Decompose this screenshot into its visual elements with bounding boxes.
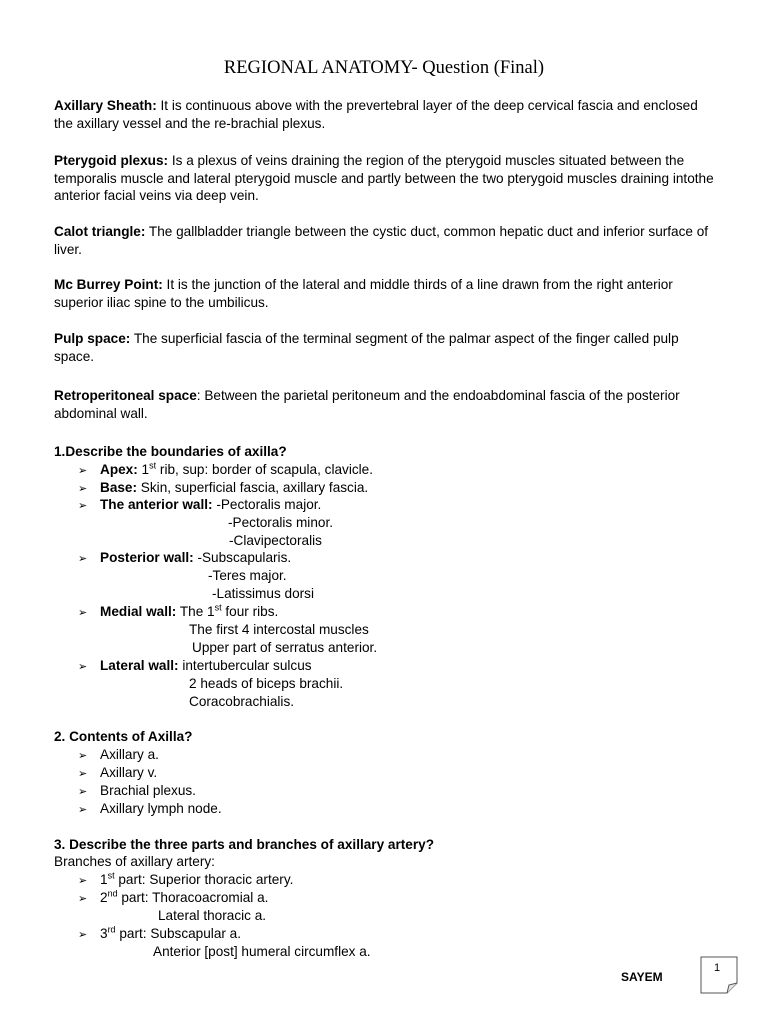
definition-term: Axillary Sheath: [54,98,157,113]
definition-text: It is the junction of the lateral and middle thirds of a line drawn from the right anterior superior iliac spine to the umbilicus. [54,277,673,310]
list-item-part-2 [78,889,268,909]
definition-term: Pterygoid plexus: [54,153,169,168]
definition-axillary-sheath [54,97,714,132]
definition-text: Is a plexus of veins draining the region of the pterygoid muscles situated between the temporalis muscle and lateral pterygoid muscle and partly between the two pterygoid muscles draining intothe anterior facial veins via deep vein. [54,153,714,203]
item-label: Lateral wall: [100,658,179,673]
medial-wall-line-2: The first 4 intercostal muscles [189,622,369,637]
list-item-medial-wall [78,603,278,623]
lateral-wall-line-3: Coracobrachialis. [189,694,295,709]
lateral-wall-line-2: 2 heads of biceps brachii. [189,676,344,691]
definition-pterygoid-plexus [54,152,714,205]
list-item [78,764,157,784]
item-label: Medial wall: [100,604,177,619]
item-text: 3 [100,926,108,941]
anterior-wall-line-3: -Clavipectoralis [229,533,322,548]
bullet-arrow-icon: ➢ [78,500,88,512]
list-item-apex [78,461,373,481]
footer-author: SAYEM [621,970,663,984]
definition-text: It is continuous above with the prevertebral layer of the deep cervical fascia and enclosed the axillary vessel and the re-brachial plexus. [54,98,698,131]
bullet-arrow-icon: ➢ [78,483,88,495]
bullet-arrow-icon: ➢ [78,465,88,477]
question-1-heading: 1.Describe the boundaries of axilla? [54,444,287,459]
definition-pulp-space [54,330,714,365]
list-item [78,800,222,820]
question-3-intro: Branches of axillary artery: [54,854,215,869]
item-label: The anterior wall: [100,497,213,512]
superscript: rd [107,924,116,935]
list-item-posterior-wall [78,549,291,569]
bullet-arrow-icon: ➢ [78,607,88,619]
definition-term: Retroperitoneal space [54,388,197,403]
definition-term: Calot triangle: [54,224,146,239]
item-text: -Subscapularis. [193,550,292,565]
bullet-arrow-icon: ➢ [78,768,88,780]
item-label: Base: [100,480,138,495]
definition-mc-burrey-point [54,276,714,311]
definition-retroperitoneal-space [54,387,714,422]
item-text: The 1 [176,604,215,619]
bullet-arrow-icon: ➢ [78,750,88,762]
question-3-heading: 3. Describe the three parts and branches of axillary artery? [54,837,435,852]
bullet-arrow-icon: ➢ [78,661,88,673]
list-item-anterior-wall [78,496,321,516]
part-2-line-2: Lateral thoracic a. [158,908,267,923]
posterior-wall-line-2: -Teres major. [208,568,287,583]
bullet-arrow-icon: ➢ [78,929,88,941]
bullet-arrow-icon: ➢ [78,553,88,565]
superscript: st [107,870,115,881]
bullet-arrow-icon: ➢ [78,893,88,905]
bullet-arrow-icon: ➢ [78,786,88,798]
definition-text: The superficial fascia of the terminal segment of the palmar aspect of the finger called pulp space. [54,331,679,364]
item-text: Skin, superficial fascia, axillary fascia. [137,480,369,495]
definition-text: : Between the parietal peritoneum and the endoabdominal fascia of the posterior abdominal wall. [54,388,680,421]
list-item-part-3 [78,925,241,945]
item-text: Axillary lymph node. [100,801,222,816]
item-label: Posterior wall: [100,550,194,565]
item-text: -Pectoralis major. [212,497,322,512]
anterior-wall-line-2: -Pectoralis minor. [228,515,334,530]
item-text: 1 [137,462,150,477]
definition-term: Mc Burrey Point: [54,277,163,292]
list-item [78,782,196,802]
item-text: 1 [100,872,108,887]
definition-term: Pulp space: [54,331,131,346]
superscript: nd [107,888,118,899]
item-text: Brachial plexus. [100,783,196,798]
item-label: Apex: [100,462,138,477]
page-number: 1 [714,962,721,974]
question-2-heading: 2. Contents of Axilla? [54,729,193,744]
bullet-arrow-icon: ➢ [78,804,88,816]
item-text: four ribs. [221,604,279,619]
item-text: part: Thoracoacromial a. [117,890,269,905]
item-text: intertubercular sulcus [178,658,312,673]
medial-wall-line-3: Upper part of serratus anterior. [192,640,378,655]
item-text: Axillary v. [100,765,158,780]
superscript: st [149,460,157,471]
item-text: 2 [100,890,108,905]
definition-text: The gallbladder triangle between the cystic duct, common hepatic duct and inferior surface of liver. [54,224,709,257]
superscript: st [214,602,222,613]
part-3-line-2: Anterior [post] humeral circumflex a. [153,944,371,959]
list-item [78,746,159,766]
item-text: part: Superior thoracic artery. [114,872,294,887]
posterior-wall-line-3: -Latissimus dorsi [212,586,314,601]
bullet-arrow-icon: ➢ [78,875,88,887]
item-text: part: Subscapular a. [115,926,242,941]
list-item-lateral-wall [78,657,312,677]
page-title: REGIONAL ANATOMY- Question (Final) [223,58,545,78]
definition-calot-triangle [54,223,714,258]
item-text: rib, sup: border of scapula, clavicle. [156,462,373,477]
item-text: Axillary a. [100,747,159,762]
